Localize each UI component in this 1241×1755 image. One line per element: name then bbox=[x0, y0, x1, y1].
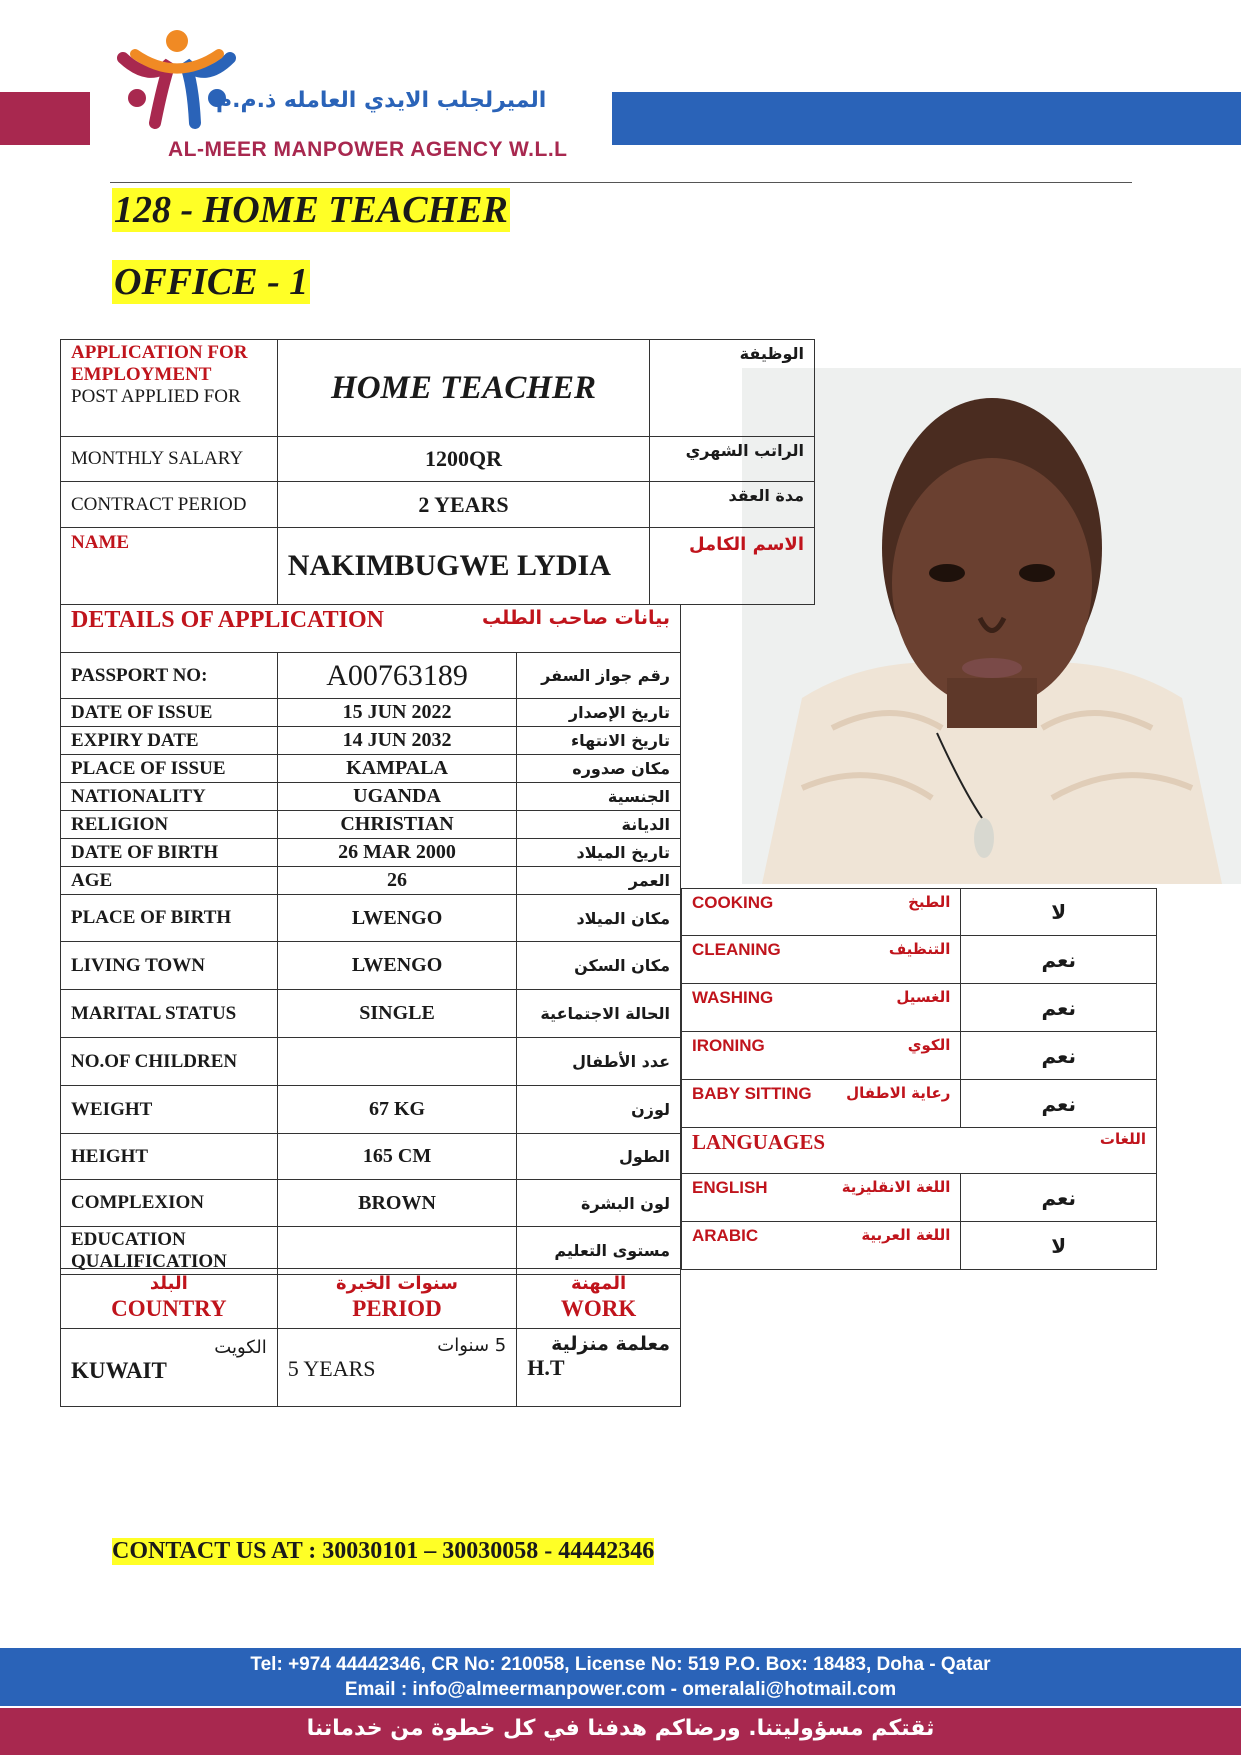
details-heading-ar: بيانات صاحب الطلب bbox=[482, 607, 670, 629]
details-row-label: WEIGHT bbox=[61, 1086, 278, 1134]
details-row-value: 14 JUN 2032 bbox=[277, 727, 517, 755]
skill-answer: لا bbox=[961, 889, 1157, 936]
exp-period-header bbox=[277, 1269, 517, 1329]
details-row bbox=[61, 839, 681, 867]
details-row-label: PLACE OF BIRTH bbox=[61, 895, 278, 942]
details-row-value: A00763189 bbox=[277, 653, 517, 699]
exp-work-en: WORK bbox=[560, 1296, 637, 1322]
skill-row bbox=[682, 1032, 1157, 1080]
skill-label-en: COOKING bbox=[692, 893, 774, 912]
details-row-label-ar: لون البشرة bbox=[517, 1180, 681, 1227]
details-row-value: KAMPALA bbox=[277, 755, 517, 783]
name-label-ar: الاسم الكامل bbox=[650, 528, 815, 605]
company-name-ar: الميرلجلب الايدي العامله ذ.م.م bbox=[216, 88, 547, 113]
applicant-photo bbox=[742, 368, 1241, 884]
salary-label-ar: الراتب الشهري bbox=[650, 437, 815, 482]
skill-answer: نعم bbox=[961, 1080, 1157, 1128]
skill-label-ar: التنظيف bbox=[888, 940, 951, 958]
details-row-value: SINGLE bbox=[277, 990, 517, 1038]
skill-label-en: WASHING bbox=[692, 988, 774, 1007]
exp-period-ar: سنوات الخبرة bbox=[336, 1272, 458, 1294]
details-row-label: HEIGHT bbox=[61, 1134, 278, 1180]
details-row-value: CHRISTIAN bbox=[277, 811, 517, 839]
skill-label-en: CLEANING bbox=[692, 940, 781, 959]
languages-heading-row bbox=[682, 1128, 1157, 1174]
details-row bbox=[61, 1086, 681, 1134]
details-row-label-ar: الطول bbox=[517, 1134, 681, 1180]
skill-row bbox=[682, 1080, 1157, 1128]
details-row-label-ar: الحالة الاجتماعية bbox=[517, 990, 681, 1038]
footer-slogan-band bbox=[0, 1708, 1241, 1755]
details-row-label: NATIONALITY bbox=[61, 783, 278, 811]
exp-country-value-ar: الكويت bbox=[214, 1337, 267, 1358]
details-row-value: LWENGO bbox=[277, 942, 517, 990]
post-label-cell bbox=[61, 340, 278, 437]
footer-line-2: Email : info@almeermanpower.com - omeralali@hotmail.com bbox=[344, 1679, 897, 1700]
details-row-label-ar: عدد الأطفال bbox=[517, 1038, 681, 1086]
details-row-label: PASSPORT NO: bbox=[61, 653, 278, 699]
details-row-label: NO.OF CHILDREN bbox=[61, 1038, 278, 1086]
details-row bbox=[61, 1134, 681, 1180]
details-row-value: BROWN bbox=[277, 1180, 517, 1227]
details-heading: DETAILS OF APPLICATION bbox=[71, 607, 384, 633]
header-band-left bbox=[0, 92, 90, 145]
details-row-label-ar: مكان السكن bbox=[517, 942, 681, 990]
skill-label-cell bbox=[682, 1174, 961, 1222]
details-row-value bbox=[277, 1038, 517, 1086]
skill-label-cell bbox=[682, 936, 961, 984]
skill-row bbox=[682, 984, 1157, 1032]
skill-label-ar: الكوي bbox=[907, 1036, 951, 1054]
details-row-value: 67 KG bbox=[277, 1086, 517, 1134]
contact-line: CONTACT US AT : 30030101 – 30030058 - 44442346 bbox=[112, 1538, 655, 1564]
details-row-label: COMPLEXION bbox=[61, 1180, 278, 1227]
name-value: NAKIMBUGWE LYDIA bbox=[277, 528, 650, 605]
details-row-label-ar: تاريخ الإصدار bbox=[517, 699, 681, 727]
skill-answer: نعم bbox=[961, 936, 1157, 984]
name-label: NAME bbox=[61, 528, 278, 605]
details-row-value: UGANDA bbox=[277, 783, 517, 811]
company-name-en: AL-MEER MANPOWER AGENCY W.L.L bbox=[168, 138, 568, 161]
details-table bbox=[60, 604, 681, 1275]
exp-country-value bbox=[61, 1329, 278, 1407]
details-row bbox=[61, 867, 681, 895]
details-row-label-ar: العمر bbox=[517, 867, 681, 895]
details-row-label: LIVING TOWN bbox=[61, 942, 278, 990]
skill-label-cell bbox=[682, 1032, 961, 1080]
details-row bbox=[61, 811, 681, 839]
details-row bbox=[61, 727, 681, 755]
skill-row bbox=[682, 1222, 1157, 1270]
exp-period-value-en: 5 YEARS bbox=[287, 1356, 376, 1381]
skill-label-ar: اللغة الانقليزية bbox=[841, 1178, 951, 1196]
details-row bbox=[61, 699, 681, 727]
exp-country-value-en: KUWAIT bbox=[71, 1358, 167, 1383]
post-label-ar: الوظيفة bbox=[650, 340, 815, 437]
languages-heading-cell bbox=[682, 1128, 1157, 1174]
skill-label-en: ENGLISH bbox=[692, 1178, 768, 1197]
skill-label-cell bbox=[682, 889, 961, 936]
exp-period-value-ar: 5 سنوات bbox=[437, 1335, 507, 1356]
details-row-label-ar: مستوى التعليم bbox=[517, 1227, 681, 1275]
skill-row bbox=[682, 1174, 1157, 1222]
details-row-label-ar: تاريخ الميلاد bbox=[517, 839, 681, 867]
document-title: 128 - HOME TEACHER bbox=[114, 189, 508, 231]
exp-work-value bbox=[517, 1329, 681, 1407]
details-row bbox=[61, 755, 681, 783]
details-row-label-ar: الديانة bbox=[517, 811, 681, 839]
footer-line-3: ثقتكم مسؤوليتنا. ورضاكم هدفنا في كل خطوة من خدماتنا bbox=[306, 1716, 935, 1741]
details-row-label-ar: مكان الميلاد bbox=[517, 895, 681, 942]
skill-label-cell bbox=[682, 1080, 961, 1128]
details-row bbox=[61, 1180, 681, 1227]
skills-table bbox=[681, 888, 1157, 1270]
footer-info-band bbox=[0, 1648, 1241, 1706]
skill-label-cell bbox=[682, 984, 961, 1032]
details-row-value: 26 MAR 2000 bbox=[277, 839, 517, 867]
exp-period-en: PERIOD bbox=[352, 1296, 442, 1322]
footer-line-1: Tel: +974 44442346, CR No: 210058, License No: 519 P.O. Box: 18483, Doha - Qatar bbox=[250, 1654, 991, 1675]
application-table bbox=[60, 339, 815, 605]
details-row bbox=[61, 1038, 681, 1086]
header-band-right bbox=[612, 92, 1241, 145]
details-row-label: RELIGION bbox=[61, 811, 278, 839]
details-row-label: PLACE OF ISSUE bbox=[61, 755, 278, 783]
details-row-value: 165 CM bbox=[277, 1134, 517, 1180]
experience-table bbox=[60, 1268, 681, 1407]
skill-label-en: ARABIC bbox=[692, 1226, 759, 1245]
skill-answer: نعم bbox=[961, 1032, 1157, 1080]
company-logo bbox=[115, 28, 240, 133]
details-row-label: DATE OF ISSUE bbox=[61, 699, 278, 727]
skill-label-ar: رعاية الاطفال bbox=[846, 1084, 951, 1102]
details-row-label-ar: الجنسية bbox=[517, 783, 681, 811]
skill-label-ar: الغسيل bbox=[896, 988, 951, 1006]
skill-label-ar: اللغة العربية bbox=[861, 1226, 951, 1244]
skill-label-ar: الطبخ bbox=[908, 893, 951, 911]
details-row-label: EDUCATION QUALIFICATION bbox=[61, 1227, 278, 1275]
details-row-value: 26 bbox=[277, 867, 517, 895]
languages-heading-ar: اللغات bbox=[1099, 1130, 1146, 1148]
details-row bbox=[61, 895, 681, 942]
details-row-label-ar: تاريخ الانتهاء bbox=[517, 727, 681, 755]
details-row bbox=[61, 783, 681, 811]
details-row-label-ar: رقم جواز السفر bbox=[517, 653, 681, 699]
details-row-label: MARITAL STATUS bbox=[61, 990, 278, 1038]
details-heading-cell bbox=[61, 605, 681, 653]
details-row-label-ar: مكان صدوره bbox=[517, 755, 681, 783]
application-label: APPLICATION FOR EMPLOYMENT bbox=[71, 342, 248, 385]
exp-country-ar: البلد bbox=[149, 1272, 188, 1294]
details-row-value: LWENGO bbox=[277, 895, 517, 942]
details-row-value: 15 JUN 2022 bbox=[277, 699, 517, 727]
details-row bbox=[61, 990, 681, 1038]
skill-label-cell bbox=[682, 1222, 961, 1270]
details-row bbox=[61, 942, 681, 990]
exp-work-value-ar: معلمة منزلية bbox=[551, 1333, 670, 1355]
skill-label-en: BABY SITTING bbox=[692, 1084, 812, 1103]
languages-heading: LANGUAGES bbox=[692, 1130, 826, 1154]
salary-value: 1200QR bbox=[277, 437, 650, 482]
salary-label: MONTHLY SALARY bbox=[61, 437, 278, 482]
contract-label-ar: مدة العقد bbox=[650, 482, 815, 528]
exp-work-header bbox=[517, 1269, 681, 1329]
contract-value: 2 YEARS bbox=[277, 482, 650, 528]
details-row-label-ar: لوزن bbox=[517, 1086, 681, 1134]
skill-answer: نعم bbox=[961, 984, 1157, 1032]
details-row bbox=[61, 653, 681, 699]
skill-answer: نعم bbox=[961, 1174, 1157, 1222]
details-row-label: DATE OF BIRTH bbox=[61, 839, 278, 867]
header-rule bbox=[110, 182, 1132, 183]
exp-country-header bbox=[61, 1269, 278, 1329]
skill-answer: لا bbox=[961, 1222, 1157, 1270]
exp-work-value-en: H.T bbox=[527, 1355, 565, 1380]
post-applied-label: POST APPLIED FOR bbox=[71, 386, 241, 407]
exp-period-value bbox=[277, 1329, 517, 1407]
exp-country-en: COUNTRY bbox=[111, 1296, 227, 1322]
exp-work-ar: المهنة bbox=[571, 1272, 627, 1294]
skill-row bbox=[682, 889, 1157, 936]
details-row-label: EXPIRY DATE bbox=[61, 727, 278, 755]
contract-label: CONTRACT PERIOD bbox=[61, 482, 278, 528]
skill-label-en: IRONING bbox=[692, 1036, 765, 1055]
skill-row bbox=[682, 936, 1157, 984]
details-row-label: AGE bbox=[61, 867, 278, 895]
post-applied-value: HOME TEACHER bbox=[277, 340, 650, 437]
office-title: OFFICE - 1 bbox=[114, 261, 309, 303]
